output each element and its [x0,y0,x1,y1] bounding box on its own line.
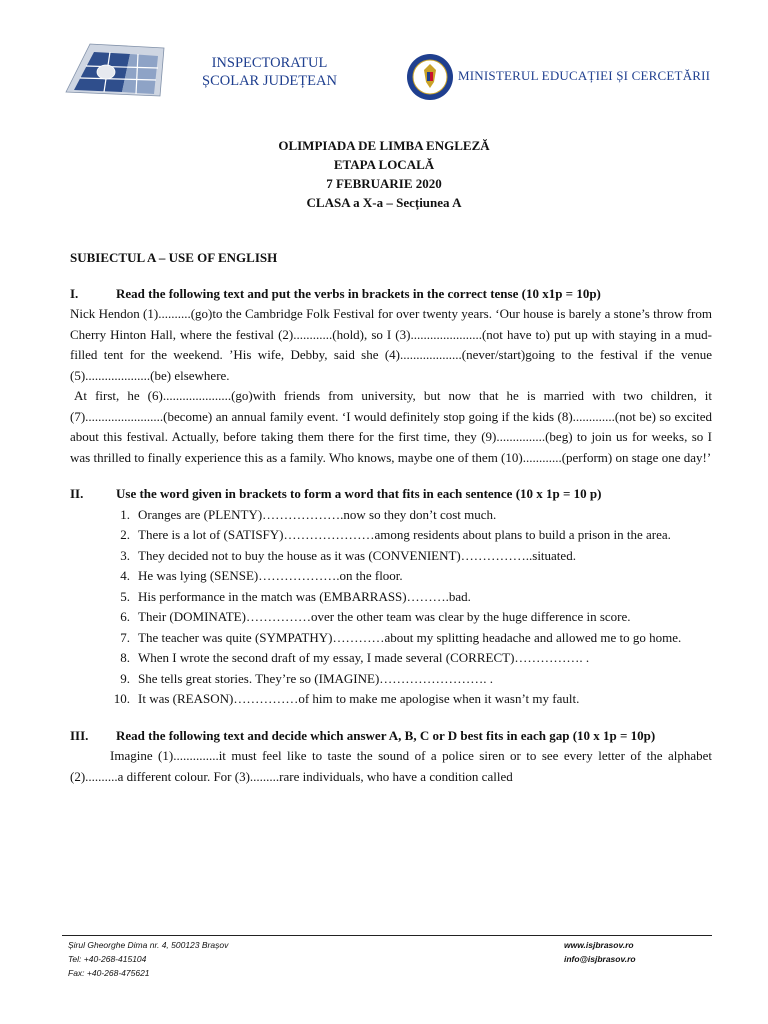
list-item: 10. It was (REASON)……………of him to make me apologise when it wasn’t my fault. [113,691,580,706]
footer-website-link[interactable]: www.isjbrasov.ro [564,940,634,950]
title-line4: CLASA a X-a – Secțiunea A [306,195,462,210]
task3-number: III. [70,727,89,743]
isj-line2: ȘCOLAR JUDEȚEAN [202,73,337,89]
footer-fax: Fax: +40-268-475621 [68,968,150,978]
list-item: 5. His performance in the match was (EMBARRASS)……….bad. [120,588,471,604]
task3-paragraph1: Imagine (1)..............it must feel like to taste the sound of a police siren or to see every letter of the alphabet (2)..........a different colour. For (3).........rare individuals, who have a condition called [70,748,712,784]
footer-address: Șirul Gheorghe Dima nr. 4, 500123 Brașov [68,940,229,950]
list-item: 2. There is a lot of (SATISFY)…………………among residents about plans to build a prison in the area. [120,527,671,542]
footer-contact [68,938,228,980]
task1-paragraph1: Nick Hendon (1)..........(go)to the Cambridge Folk Festival for over twenty years. ‘Our house is barely a stone’s throw from Cherry Hinton Hall, where the festival (2)............(hold), so I (3)......................(not have to) put up with staying in a mud-filled tent for the weekend. ’His wife, Debby, said she (4)...................(never/start)going to the festival if the venue (5)....................(be) elsewhere. [70,306,712,383]
footer-web-contact [564,938,636,966]
letterhead [60,40,738,110]
footer-divider [62,935,712,936]
exam-content [70,248,712,787]
isj-name [202,54,337,90]
task1-paragraph2: At first, he (6).....................(go)with friends from university, but now that he is married with two children, it (7)........................(become) an annual family event. ‘I would definitely stop going if the kids (8).............(not be) so excited about this festival. Actually, before taking them there for the first time, they (9)...............(beg) to join us for weeks, so I was thrilled to finally experience this as a family. Who knows, maybe one of them (10)............(perform) on stage one day!’ [70,388,712,465]
title-line1: OLIMPIADA DE LIMBA ENGLEZĂ [278,138,490,153]
title-line2: ETAPA LOCALĂ [333,157,435,172]
footer-tel: Tel: +40-268-415104 [68,954,147,964]
task2-list [70,505,712,710]
list-item: 1. Oranges are (PLENTY)……………….now so they don’t cost much. [120,506,497,522]
list-item: 8. When I wrote the second draft of my essay, I made several (CORRECT)……………. . [120,650,590,665]
ministry-name: MINISTERUL EDUCAȚIEI ȘI CERCETĂRII [458,68,711,83]
list-item: 9. She tells great stories. They’re so (IMAGINE)……………………. . [120,670,494,686]
isj-line1: INSPECTORATUL [211,55,328,71]
list-item: 6. Their (DOMINATE)……………over the other team was clear by the huge difference in score. [120,609,631,624]
isj-logo-icon [60,40,170,100]
exam-title [0,136,768,212]
list-item: 4. He was lying (SENSE)……………….on the floor. [120,568,403,583]
government-seal-icon [405,52,455,102]
list-item: 3. They decided not to buy the house as it was (CONVENIENT)……………..situated. [120,547,576,563]
footer-email-link[interactable]: info@isjbrasov.ro [564,954,636,964]
task1-instruction: Read the following text and put the verbs in brackets in the correct tense (10 x1p = 10p) [116,285,601,301]
task3-heading [70,726,712,747]
subject-heading: SUBIECTUL A – USE OF ENGLISH [70,250,278,265]
task3-instruction: Read the following text and decide which answer A, B, C or D best fits in each gap (10 x 1p = 10p) [116,727,656,743]
title-line3: 7 FEBRUARIE 2020 [326,176,442,191]
list-item: 7. The teacher was quite (SYMPATHY)…………about my splitting headache and allowed me to go home. [120,629,682,645]
task1-heading [70,284,712,305]
task1-number: I. [70,285,79,301]
task2-heading [70,484,712,505]
task2-instruction: Use the word given in brackets to form a word that fits in each sentence (10 x 1p = 10 p) [116,486,602,501]
task2-number: II. [70,486,84,501]
